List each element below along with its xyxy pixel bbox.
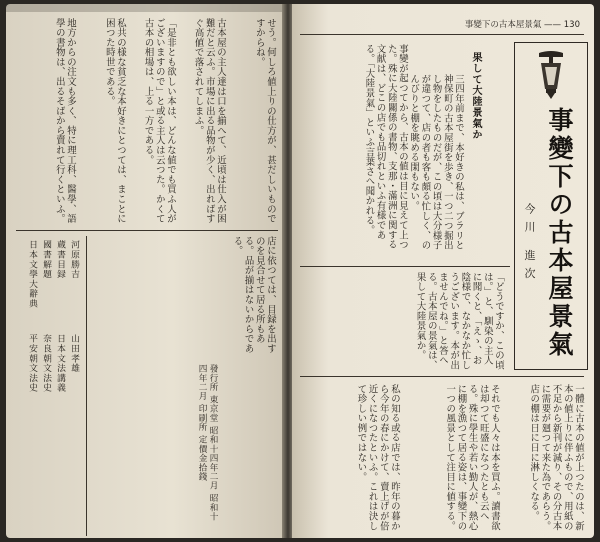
page-edge [6,4,284,12]
publisher-name: 東京堂 [208,394,218,423]
right-page [292,4,594,538]
ad-item: 平安朝文法史 [27,334,37,393]
right-text-column-6: 私の知る或る店では、昨年の暮から今年の春にかけて、賣上げが倍近くになつたといふ。これは決して珍しい例ではない。 [355,384,400,531]
price-note: 定價金拾錢 [197,435,207,482]
ad-item: 河原勝吉 [69,240,79,280]
author-name: 今川 進次 [523,203,536,286]
divider [300,376,584,377]
left-text-column-1: せう。何しろ値上りの仕方が、甚だしいものですからね。 [253,18,276,224]
printed-date: 昭和十四年二月 [208,425,218,491]
ad-item: 奈良朝文法史 [41,334,51,393]
printed-date: 昭和十四年二月 [197,364,218,522]
printer-label: 印刷所 [197,404,207,432]
right-text-column-1: 三四年前まで、本好きの私は、ブラリと神保町の古本屋街を歩き、一つ二つ掘出し物をしたものだが、この頃は大分様子が違つて、店の者も客も頗る忙しく、のんびりと棚を眺める閑もない。 [408,74,464,251]
right-text-column-5: それでも人々は本を買ふ。讀書欲は却つて旺盛になつたとも云へる。殊に學生や若い勤人が、熱心に棚を漁つて居る姿は、事變下の一つの風景として注目に値する。 [444,384,500,531]
ad-item: 山田孝雄 [69,334,79,374]
article-title: 事變下の古本屋景氣 [545,107,574,359]
title-box [514,42,588,370]
ad-item: 國書解題 [41,240,51,280]
ad-item: 日本文法講義 [55,334,65,393]
right-text-column-2: 事變が起つてから、古本の値は目に見えて上つた。殊に大陸關係の書物、支那・滿洲に関する文献は、どこの店でも品切れといふ有様である。「大陸景氣」といふ言葉さへ聞かれる。 [363,44,408,250]
left-page [6,4,284,538]
right-text-column-4: 一體に古本の値が上つたのは、新本の値上りに伴ふもので、用紙の不足から新刊が減り、その分古本に需要が廻つて来た為であらう。店の棚は日に日に淋しくなる。 [528,384,584,531]
right-text-column-3: 「どうですか、この頃は。」と、馴染の主人に聞くと、「えゝ、お陰様で、なかなか忙しうございます。本が出ませんでね。」と答へる。古本屋の景氣は、果して大陸景氣か。 [414,272,504,370]
publisher-label: 發行所 [208,364,218,392]
divider [300,266,510,267]
lamp-illustration-icon [533,49,569,101]
left-text-column-4: 私共の様な貧乏な本好きにとつては、まことに困つた時世である。 [103,18,126,224]
left-text-column-5: 地方からの注文も多く、特に理工科、醫學、語學の書物は、出るそばから賣れて行くといふ。 [53,18,76,224]
section-subhead: 果して大陸景氣か [470,52,481,140]
left-text-column-6: 店に依つては、目録を出すのを見合せて居る所もある。品が揃はないからである。 [231,236,276,354]
left-text-column-3: 「是非とも欲しい本は、どんな値でも買ふ人がございますので」と或る主人は云つた。かくて古本の相場は、上る一方である。 [142,18,176,224]
ad-item: 蔵書目録 [55,240,65,280]
divider [16,230,278,231]
ad-item: 日本文學大辭典 [27,240,37,309]
left-text-column-2: 古本屋の主人達は口を揃へて、近頃は仕入が困難だと云ふ。市場に出る品物が少く、出ればすぐ高値で落されてしまふ。 [192,18,226,224]
book-spread [6,4,594,538]
divider [86,236,87,536]
header-rule [300,34,584,35]
colophon [98,364,218,530]
running-head: 事變下の古本屋景氣 —— 130 [464,20,580,30]
